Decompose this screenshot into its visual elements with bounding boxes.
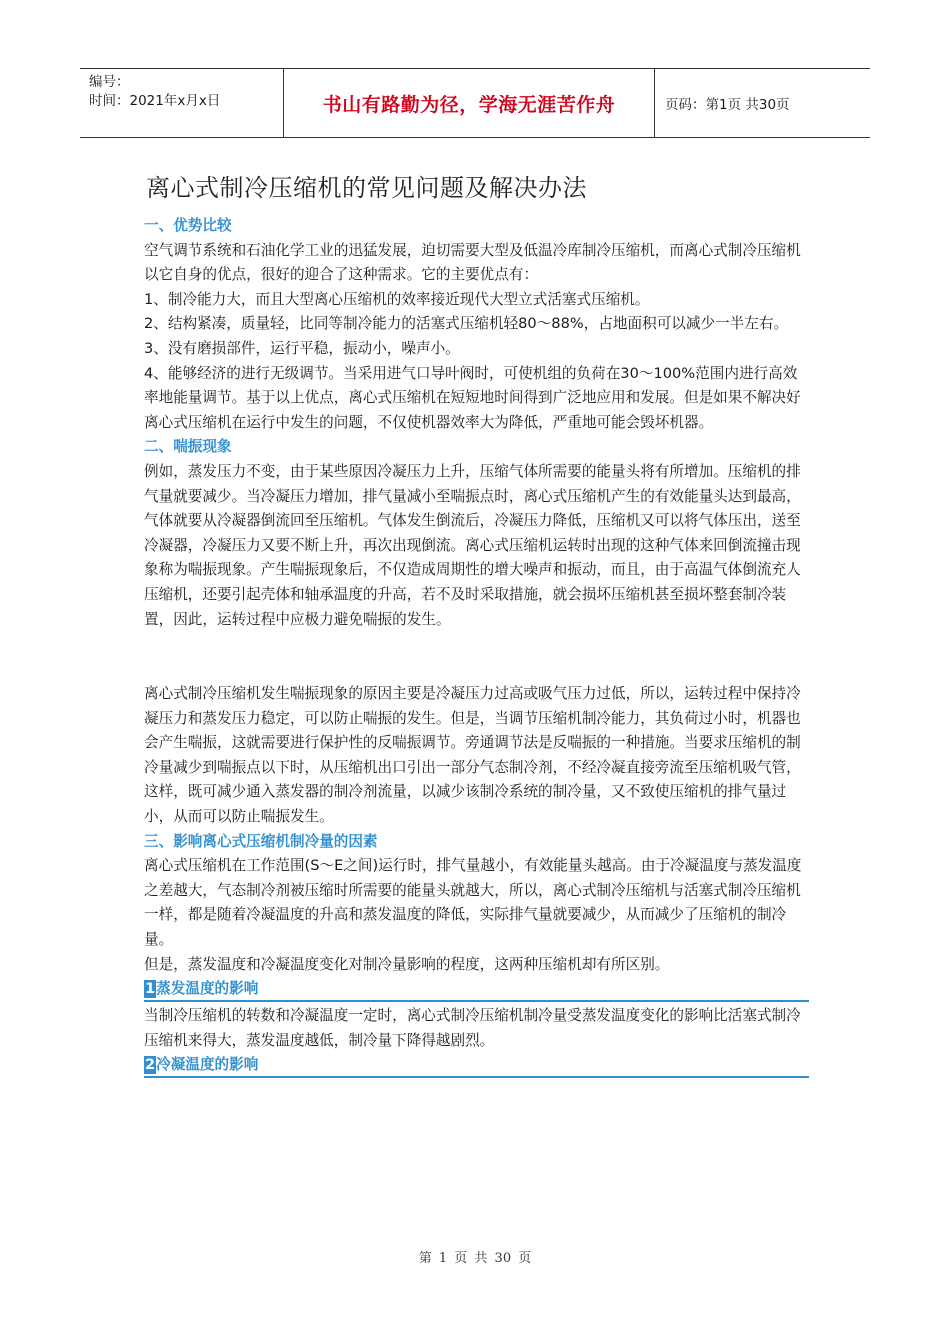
- document-number-label: 编号：: [89, 74, 130, 90]
- page-header: [80, 68, 870, 138]
- section-heading-advantages: 一、优势比较: [144, 217, 232, 234]
- subheading-evaporation-temperature: [144, 977, 809, 1002]
- document-title: 离心式制冷压缩机的常见问题及解决办法: [146, 174, 587, 202]
- paragraph-gap: [144, 632, 809, 682]
- paragraph: 当制冷压缩机的转数和冷凝温度一定时，离心式制冷压缩机制冷量受蒸发温度变化的影响比活塞式制冷压缩机来得大，蒸发温度越低，制冷量下降得越剧烈。: [144, 1007, 801, 1049]
- subheading-number: 1: [145, 980, 156, 998]
- header-page-info: 页码：第1页 共30页: [665, 97, 790, 113]
- list-item: 4、能够经济的进行无级调节。当采用进气口导叶阀时，可使机组的负荷在30～100%范围内进行高效率地能量调节。基于以上优点，离心式压缩机在短短地时间得到广泛地应用和发展。但是如果不解决好离心式压缩机在运行中发生的问题，不仅使机器效率大为降低，严重地可能会毁坏机器。: [144, 364, 801, 431]
- document-time-label: 时间：2021年x月x日: [89, 93, 221, 109]
- section-heading-factors: 三、影响离心式压缩机制冷量的因素: [144, 832, 378, 850]
- paragraph: 但是，蒸发温度和冷凝温度变化对制冷量影响的程度，这两种压缩机却有所区别。: [144, 955, 670, 973]
- page-footer: 第 1 页 共 30 页: [418, 1251, 532, 1266]
- list-item: 3、没有磨损部件，运行平稳，振动小，噪声小。: [144, 339, 460, 357]
- paragraph: 空气调节系统和石油化学工业的迅猛发展，迫切需要大型及低温冷库制冷压缩机，而离心式制冷压缩机以它自身的优点，很好的迎合了这种需求。它的主要优点有：: [144, 241, 801, 284]
- subheading-number: 2: [145, 1056, 156, 1074]
- document-body: [144, 214, 809, 1080]
- paragraph: 离心式制冷压缩机发生喘振现象的原因主要是冷凝压力过高或吸气压力过低，所以，运转过程中保持冷凝压力和蒸发压力稳定，可以防止喘振的发生。但是，当调节压缩机制冷能力，其负荷过小时，机器也会产生喘振，这就需要进行保护性的反喘振调节。旁通调节法是反喘振的一种措施。当要求压缩机的制冷量减少到喘振点以下时，从压缩机出口引出一部分气态制冷剂，不经冷凝直接旁流至压缩机吸气管，这样，既可减少通入蒸发器的制冷剂流量，以减少该制冷系统的制冷量，又不致使压缩机的排气量过小，从而可以防止喘振发生。: [144, 685, 801, 826]
- subheading-condensing-temperature: [144, 1053, 809, 1078]
- list-item: 1、制冷能力大，而且大型离心压缩机的效率接近现代大型立式活塞式压缩机。: [144, 290, 650, 308]
- header-motto: 书山有路勤为径，学海无涯苦作舟: [283, 69, 655, 137]
- section-heading-surge: 二、喘振现象: [144, 438, 232, 456]
- paragraph: 例如，蒸发压力不变，由于某些原因冷凝压力上升，压缩气体所需要的能量头将有所增加。压缩机的排气量就要减少。当冷凝压力增加，排气量减小至喘振点时，离心式压缩机产生的有效能量头达到最高，气体就要从冷凝器倒流回至压缩机。气体发生倒流后，冷凝压力降低，压缩机又可以将气体压出，送至冷凝器，冷凝压力又要不断上升，再次出现倒流。离心式压缩机运转时出现的这种气体来回倒流撞击现象称为喘振现象。产生喘振现象后，不仅造成周期性的增大噪声和振动，而且，由于高温气体倒流充人压缩机，还要引起壳体和轴承温度的升高，若不及时采取措施，就会损坏压缩机甚至损坏整套制冷装置，因此，运转过程中应极力避免喘振的发生。: [144, 462, 801, 628]
- subheading-title: 冷凝温度的影响: [156, 1056, 259, 1074]
- list-item: 2、结构紧凑，质量轻，比同等制冷能力的活塞式压缩机轻80～88%，占地面积可以减少一半左右。: [144, 315, 789, 333]
- subheading-title: 蒸发温度的影响: [156, 980, 259, 998]
- header-left-cell: [80, 69, 283, 137]
- paragraph: 离心式压缩机在工作范围(S～E之间)运行时，排气量越小，有效能量头越高。由于冷凝温度与蒸发温度之差越大，气态制冷剂被压缩时所需要的能量头就越大，所以，离心式制冷压缩机与活塞式制冷压缩机一样，都是随着冷凝温度的升高和蒸发温度的降低，实际排气量就要减少，从而减少了压缩机的制冷量。: [144, 857, 802, 949]
